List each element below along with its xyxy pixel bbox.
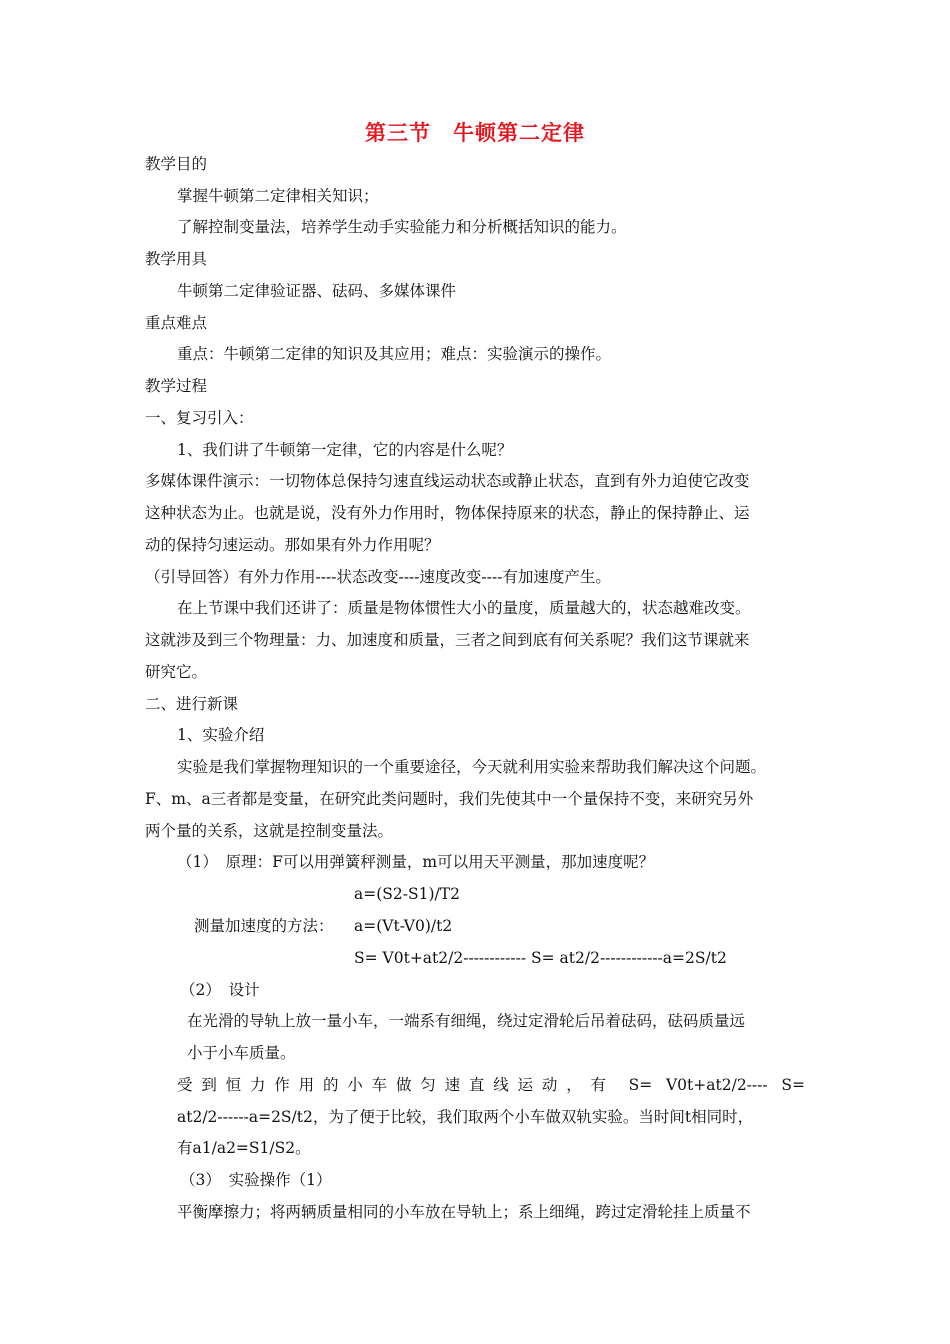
formula-line: a=(S2-S1)/T2 bbox=[354, 885, 460, 903]
section-heading: 一、复习引入： bbox=[145, 409, 254, 427]
section-heading: 教学用具 bbox=[145, 250, 208, 268]
paragraph-line: 这种状态为止。也就是说，没有外力作用时，物体保持原来的状态，静止的保持静止、运 bbox=[145, 504, 750, 522]
paragraph-line: （引导回答）有外力作用----状态改变----速度改变----有加速度产生。 bbox=[145, 568, 611, 586]
section-heading: 教学目的 bbox=[145, 155, 208, 173]
paragraph-line: 有a1/a2=S1/S2。 bbox=[177, 1139, 311, 1157]
paragraph-line: 受到恒力作用的小车做匀速直线运动，有 S= V0t+at2/2---- S= bbox=[177, 1076, 805, 1094]
formula-line: a=(Vt-V0)/t2 bbox=[354, 917, 453, 935]
paragraph-line: 平衡摩擦力；将两辆质量相同的小车放在导轨上；系上细绳，跨过定滑轮挂上质量不 bbox=[177, 1203, 751, 1221]
paragraph-line: 动的保持匀速运动。那如果有外力作用呢？ bbox=[145, 536, 440, 554]
page-title: 第三节 牛顿第二定律 bbox=[365, 121, 585, 145]
paragraph-line: （1） 原理：F可以用弹簧秤测量，m可以用天平测量，那加速度呢？ bbox=[177, 853, 655, 871]
section-heading: 教学过程 bbox=[145, 377, 208, 395]
subsection-heading: 1、实验介绍 bbox=[177, 726, 265, 744]
paragraph-line: 研究它。 bbox=[145, 663, 208, 681]
paragraph-line: 在光滑的导轨上放一量小车，一端系有细绳，绕过定滑轮后吊着砝码，砝码质量远 bbox=[187, 1012, 746, 1030]
subsection-heading: （2） 设计 bbox=[180, 981, 260, 999]
section-heading: 重点难点 bbox=[145, 314, 208, 332]
paragraph-line: 掌握牛顿第二定律相关知识； bbox=[177, 187, 379, 205]
paragraph-line: 实验是我们掌握物理知识的一个重要途径，今天就利用实验来帮助我们解决这个问题。 bbox=[177, 758, 767, 776]
formula-line: S= V0t+at2/2------------ S= at2/2------------a=2S/t2 bbox=[354, 949, 727, 967]
paragraph-line: 这就涉及到三个物理量：力、加速度和质量，三者之间到底有何关系呢？我们这节课就来 bbox=[145, 631, 750, 649]
paragraph-line: 重点：牛顿第二定律的知识及其应用；难点：实验演示的操作。 bbox=[177, 345, 612, 363]
paragraph-line: 小于小车质量。 bbox=[187, 1044, 296, 1062]
paragraph-line: 了解控制变量法，培养学生动手实验能力和分析概括知识的能力。 bbox=[177, 218, 627, 236]
paragraph-line: 两个量的关系，这就是控制变量法。 bbox=[145, 822, 394, 840]
paragraph-line: 牛顿第二定律验证器、砝码、多媒体课件 bbox=[177, 282, 457, 300]
formula-label: 测量加速度的方法： bbox=[194, 917, 334, 935]
paragraph-line: at2/2------a=2S/t2，为了便于比较，我们取两个小车做双轨实验。当时间t相同时， bbox=[177, 1108, 754, 1126]
paragraph-line: F、m、a三者都是变量，在研究此类问题时，我们先使其中一个量保持不变，来研究另外 bbox=[145, 790, 754, 808]
paragraph-line: 在上节课中我们还讲了：质量是物体惯性大小的量度，质量越大的，状态越难改变。 bbox=[177, 599, 751, 617]
paragraph-line: 1、我们讲了牛顿第一定律，它的内容是什么呢？ bbox=[177, 441, 513, 459]
subsection-heading: （3） 实验操作（1） bbox=[180, 1171, 332, 1189]
paragraph-line: 多媒体课件演示：一切物体总保持匀速直线运动状态或静止状态，直到有外力迫使它改变 bbox=[145, 472, 750, 490]
section-heading: 二、进行新课 bbox=[145, 695, 239, 713]
